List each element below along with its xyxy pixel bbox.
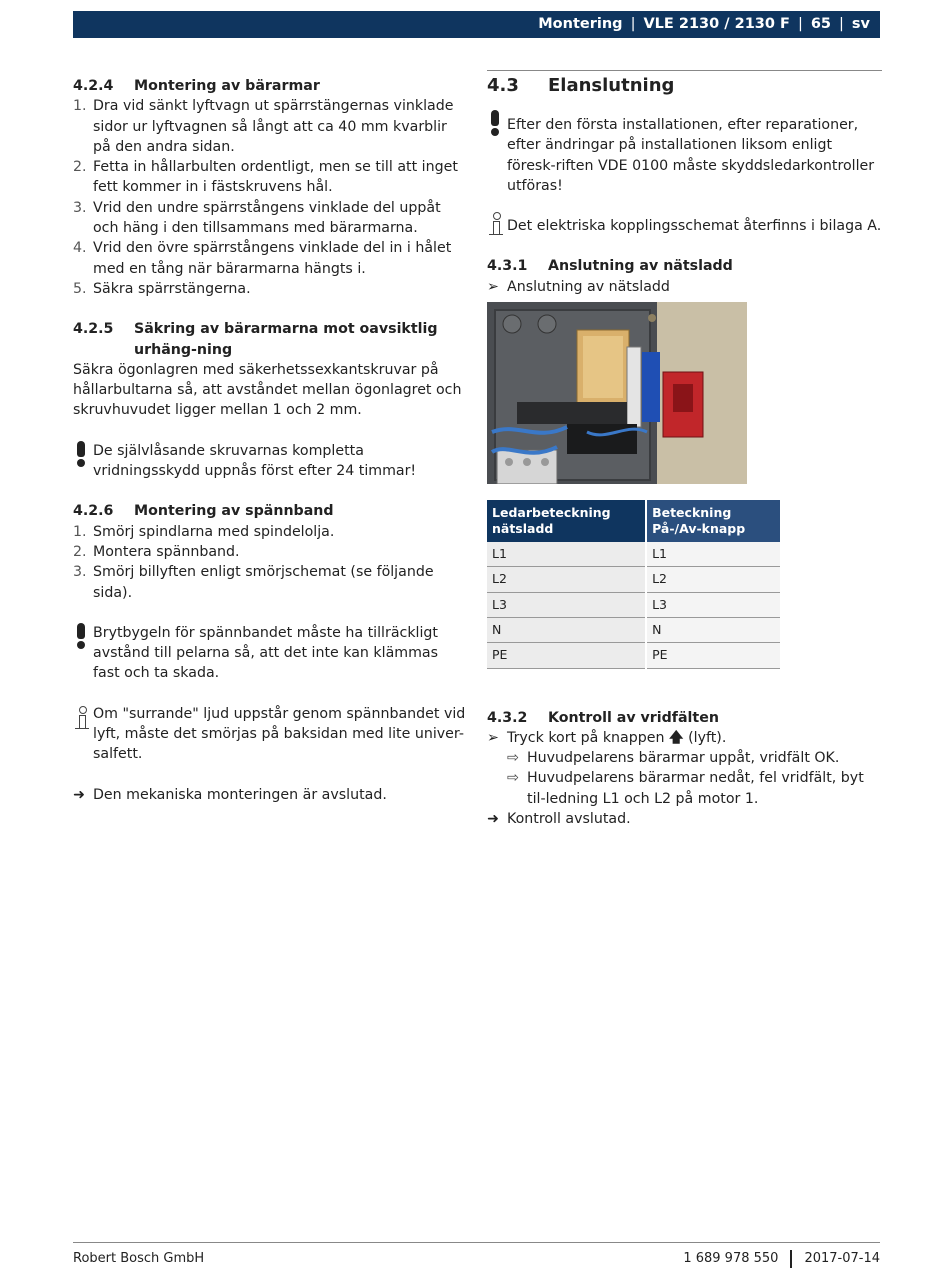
table-row xyxy=(487,617,780,642)
section-title: Anslutning av nätsladd xyxy=(548,258,733,275)
switch-box-illustration xyxy=(487,302,747,484)
exclamation-icon xyxy=(487,115,507,196)
header-page-number: 65 xyxy=(810,16,832,33)
step-item xyxy=(73,542,468,562)
step-item xyxy=(73,562,468,603)
step-text: Säkra spärrstängerna. xyxy=(93,280,251,297)
exclamation-icon xyxy=(73,623,93,684)
result-line xyxy=(73,785,468,805)
section-title: Montering av bärarmar xyxy=(134,78,320,94)
warning-note xyxy=(73,623,468,684)
header-separator: | xyxy=(839,16,844,33)
step-number: 3. xyxy=(73,564,87,581)
table-header-cell: Beteckning På-/Av-knapp xyxy=(646,500,780,542)
exclamation-icon xyxy=(73,441,93,482)
footer-separator xyxy=(790,1250,792,1268)
info-icon xyxy=(487,216,507,236)
section-heading-4-2-5 xyxy=(73,319,468,360)
step-item xyxy=(73,279,468,299)
step-item xyxy=(73,96,468,157)
result-text: Kontroll avslutad. xyxy=(507,811,631,828)
footer-date: 2017-07-14 xyxy=(804,1251,880,1266)
table-cell: L2 xyxy=(646,567,780,592)
instruction-text: Anslutning av nätsladd xyxy=(507,278,670,295)
section-number: 4.2.5 xyxy=(73,321,114,338)
up-arrow-icon: 🡅 xyxy=(669,729,684,746)
step-number: 1. xyxy=(73,98,87,115)
table-header-cell: Ledarbeteckning nätsladd xyxy=(487,500,646,542)
table-row xyxy=(487,592,780,617)
step-text: Smörj billyften enligt smörjschemat (se följande sida). xyxy=(93,564,434,601)
section-number: 4.2.4 xyxy=(73,78,114,94)
table-cell: L1 xyxy=(487,542,646,567)
step-text: Dra vid sänkt lyftvagn ut spärrstängernas vinklade sidor ur lyftvagnen så långt att ca 40 mm kvarblir på den andra sidan. xyxy=(93,98,454,155)
info-text: Det elektriska kopplingsschemat återfinns i bilaga A. xyxy=(507,218,882,235)
header-separator: | xyxy=(797,16,803,33)
header-separator: | xyxy=(630,16,636,33)
section-number: 4.2.6 xyxy=(73,503,114,520)
header-section: Montering xyxy=(538,16,623,33)
result-line xyxy=(487,809,882,829)
step-item xyxy=(73,157,468,198)
right-arrow-icon: ➜ xyxy=(73,786,85,803)
result-text: Huvudpelarens bärarmar nedåt, fel vridfält, byt til-ledning L1 och L2 på motor 1. xyxy=(527,770,864,807)
step-item xyxy=(73,522,468,542)
result-item xyxy=(487,748,882,768)
warning-note xyxy=(487,115,882,196)
triangle-arrow-icon: ➢ xyxy=(487,278,499,295)
step-text: Fetta in hållarbulten ordentligt, men se till att inget fett kommer in i fästskruvens hål. xyxy=(93,159,458,196)
step-text: Montera spännband. xyxy=(93,543,240,560)
warning-text: De självlåsande skruvarnas kompletta vridningsskydd uppnås först efter 24 timmar! xyxy=(93,442,417,480)
steps-list-4-2-6 xyxy=(73,522,468,603)
step-text: Smörj spindlarna med spindelolja. xyxy=(93,523,335,540)
table-cell: L1 xyxy=(646,542,780,567)
section-title: Säkring av bärarmarna mot oavsiktlig urhäng-ning xyxy=(134,321,438,358)
section-title: Montering av spännband xyxy=(134,503,334,520)
result-text: Den mekaniska monteringen är avslutad. xyxy=(93,786,387,803)
right-column xyxy=(487,70,882,829)
instruction-text xyxy=(507,728,726,748)
footer-divider xyxy=(73,1242,880,1243)
paragraph: Säkra ögonlagren med säkerhetssexkantskruvar på hållarbultarna så, att avståndet mellan ögonlagret och skruvhuvudet ligger mellan 1 och 2 mm. xyxy=(73,361,462,419)
result-text: Huvudpelarens bärarmar uppåt, vridfält OK. xyxy=(527,750,840,767)
footer-company: Robert Bosch GmbH xyxy=(73,1251,205,1266)
instruction-step xyxy=(487,728,882,748)
triangle-arrow-icon: ➢ xyxy=(487,729,499,746)
table-cell: PE xyxy=(487,643,646,668)
info-note xyxy=(73,704,468,765)
switch-box-photo xyxy=(487,302,747,484)
table-cell: N xyxy=(487,617,646,642)
table-cell: L3 xyxy=(487,592,646,617)
step-number: 1. xyxy=(73,523,87,540)
instruction-text-end: (lyft). xyxy=(688,729,727,746)
step-item xyxy=(73,198,468,239)
section-number: 4.3 xyxy=(487,75,519,96)
outline-arrow-icon: ⇨ xyxy=(507,770,519,787)
table-row xyxy=(487,567,780,592)
header-model: VLE 2130 / 2130 F xyxy=(643,16,790,33)
footer-document-number: 1 689 978 550 xyxy=(683,1251,779,1266)
step-number: 5. xyxy=(73,280,87,297)
step-text: Vrid den övre spärrstångens vinklade del in i hålet med en tång när bärarmarna hängts i. xyxy=(93,240,452,277)
step-item xyxy=(73,238,468,279)
result-item xyxy=(487,768,882,809)
section-number: 4.3.2 xyxy=(487,709,528,726)
warning-text: Efter den första installationen, efter reparationer, efter ändringar på installationen liksom enligt föresk-riften VDE 0100 måste skyddsledarkontroller utföras! xyxy=(507,117,875,194)
steps-list-4-2-4 xyxy=(73,96,468,299)
header-language: sv xyxy=(851,16,870,33)
outline-arrow-icon: ⇨ xyxy=(507,750,519,767)
step-number: 2. xyxy=(73,159,87,176)
section-heading-4-2-6 xyxy=(73,501,468,521)
instruction-step xyxy=(487,277,882,297)
right-arrow-icon: ➜ xyxy=(487,811,499,828)
table-row xyxy=(487,542,780,567)
footer-meta xyxy=(683,1249,880,1269)
wire-mapping-table xyxy=(487,500,780,668)
warning-note xyxy=(73,441,468,482)
warning-text: Brytbygeln för spännbandet måste ha tillräckligt avstånd till pelarna så, att det inte kan klämmas fast och ta skada. xyxy=(93,624,439,682)
step-number: 2. xyxy=(73,543,87,560)
table-row xyxy=(487,643,780,668)
left-column xyxy=(73,76,468,805)
section-title: Kontroll av vridfälten xyxy=(548,709,719,726)
instruction-text-start: Tryck kort på knappen xyxy=(507,729,665,746)
step-text: Vrid den undre spärrstångens vinklade del uppåt och häng i den tillsammans med bärarmarna. xyxy=(93,199,441,237)
table-cell: L2 xyxy=(487,567,646,592)
step-number: 3. xyxy=(73,199,87,216)
info-icon xyxy=(73,704,93,765)
section-title: Elanslutning xyxy=(548,75,675,96)
table-cell: N xyxy=(646,617,780,642)
section-heading-4-3-1 xyxy=(487,256,882,276)
table-header-row xyxy=(487,500,780,542)
section-heading-4-2-4 xyxy=(73,76,468,96)
info-note xyxy=(487,216,882,236)
section-heading-4-3-2 xyxy=(487,708,882,728)
step-number: 4. xyxy=(73,240,87,257)
info-text: Om "surrande" ljud uppstår genom spännbandet vid lyft, måste det smörjas på baksidan med lite univer-salfett. xyxy=(93,705,466,763)
table-cell: PE xyxy=(646,643,780,668)
section-number: 4.3.1 xyxy=(487,258,528,275)
page-header xyxy=(73,11,880,38)
section-heading-4-3 xyxy=(487,74,882,98)
table-cell: L3 xyxy=(646,592,780,617)
